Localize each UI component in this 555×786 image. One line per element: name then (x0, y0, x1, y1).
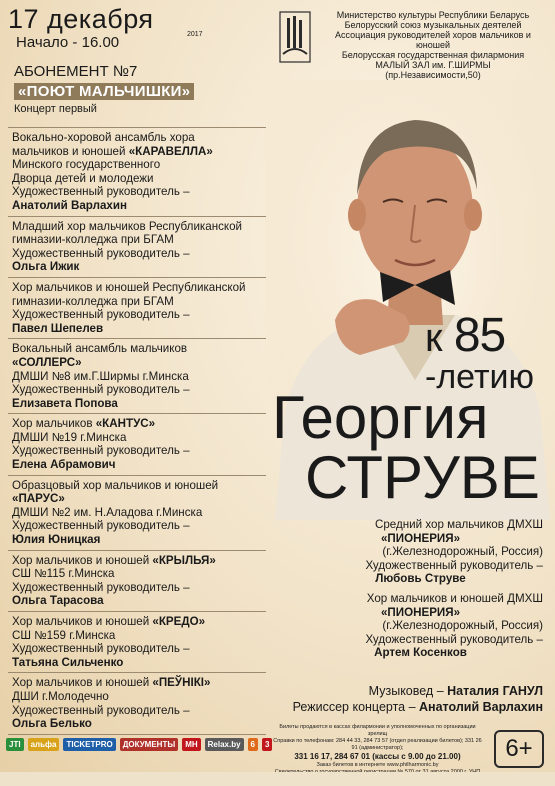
entry-text: Хор мальчиков и юношей Республиканской (12, 280, 246, 294)
entry-text: Вокальный ансамбль мальчиков (12, 342, 188, 356)
credits (293, 683, 543, 715)
entry-text: Средний хор мальчиков ДМХШ (374, 518, 543, 531)
ensemble-entry (8, 127, 266, 217)
entry-bold-text: Анатолий Варлахин (12, 198, 127, 212)
anniversary-prefix: к (425, 316, 442, 360)
entry-text: Художественный руководитель – (365, 632, 543, 646)
entry-text: Художественный руководитель – (12, 580, 190, 594)
entry-bold-text: Павел Шепелев (12, 321, 104, 335)
entry-text: (г.Железнодорожный, Россия) (382, 619, 543, 633)
entry-line (12, 220, 266, 234)
entry-line (12, 690, 266, 704)
entry-text: ДМШИ №19 г.Минска (12, 430, 127, 444)
entry-line (12, 519, 266, 533)
entry-text: Художественный руководитель – (12, 383, 190, 397)
ensemble-entry (8, 551, 266, 612)
sponsor-logo: ДОКУМЕНТЫ (120, 738, 178, 751)
entry-text: Минского государственного (12, 158, 161, 172)
series-title: «ПОЮТ МАЛЬЧИШКИ» (14, 83, 194, 100)
entry-line (12, 554, 266, 568)
entry-bold-text: «ПАРУС» (12, 492, 65, 506)
entry-text: Художественный руководитель – (12, 519, 190, 533)
entry-line (12, 594, 266, 608)
start-time: Начало - 16.00 (16, 34, 120, 51)
organizer-line: Белорусский союз музыкальных деятелей (344, 20, 522, 30)
organizer-line: Министерство культуры Республики Беларусь (336, 10, 530, 20)
entry-bold-text: «КРЕДО» (152, 615, 206, 628)
entry-line (12, 322, 266, 336)
concert-date: 17 декабря (8, 4, 154, 34)
ensemble-entry (8, 476, 266, 551)
entry-line (12, 444, 266, 458)
entry-text: Художественный руководитель – (12, 703, 190, 717)
entry-line (298, 532, 543, 546)
entry-bold-text: Ольга Тарасова (12, 594, 104, 608)
entry-text: Хор мальчиков и юношей ДМХШ (366, 591, 543, 605)
entry-line (12, 356, 266, 370)
philharmonic-logo (278, 10, 312, 64)
ensemble-entry (8, 612, 266, 673)
entry-text: Художественный руководитель – (12, 185, 190, 199)
entry-text: Хор мальчиков и юношей (12, 615, 153, 628)
ticket-line: Билеты продаются в кассах филармонии и уполномоченных по организации зрелищ (279, 724, 476, 737)
entry-line (12, 492, 266, 506)
organizer-line: МАЛЫЙ ЗАЛ им. Г.ШИРМЫ (375, 60, 491, 70)
entry-text: гимназии-колледжа при БГАМ (12, 233, 174, 247)
entry-text: Хор мальчиков и юношей (12, 676, 153, 690)
entry-line (12, 458, 266, 472)
sponsor-logo: MH (182, 738, 200, 751)
entry-bold-text: Артем Косенков (374, 646, 467, 660)
entry-line (12, 506, 266, 520)
entry-text: Художественный руководитель – (365, 558, 543, 572)
entry-text: Образцовый хор мальчиков и юношей (12, 478, 219, 492)
entry-line (12, 295, 266, 309)
sponsor-logo: 6 (248, 738, 258, 751)
ensemble-entry (8, 217, 266, 278)
ticket-line: Справки по телефонам: 284 44 33, 284 73 57 (отдел реализации билетов); 331 26 91 (администратор); (273, 738, 482, 751)
entry-line (12, 656, 266, 670)
credit-role: Режиссер концерта – (292, 700, 420, 714)
entry-line (12, 642, 266, 656)
ensembles-list (8, 127, 266, 735)
entry-line (12, 342, 266, 356)
entry-line (12, 247, 266, 261)
entry-line (298, 559, 543, 573)
entry-bold-text: Ольга Ижик (12, 260, 80, 274)
entry-line (298, 606, 543, 620)
entry-line (12, 131, 266, 145)
entry-text: (г.Железнодорожный, Россия) (382, 545, 543, 559)
organizer-line: Ассоциация руководителей хоров мальчиков и юношей (335, 30, 531, 50)
entry-text: Хор мальчиков и юношей (12, 553, 153, 567)
entry-line (12, 260, 266, 274)
entry-line (12, 581, 266, 595)
entry-bold-text: «КАНТУС» (95, 417, 156, 431)
subscription-number: АБОНЕМЕНТ №7 (14, 63, 138, 80)
entry-line (298, 572, 543, 586)
entry-line (12, 676, 266, 690)
entry-bold-text: «ПЕЎНІКІ» (152, 676, 211, 690)
entry-text: гимназии-колледжа при БГАМ (12, 294, 174, 308)
sponsor-logo: Relax.by (205, 738, 244, 751)
entry-bold-text: Ольга Белько (12, 717, 92, 731)
guest-ensembles (298, 518, 543, 666)
entry-line (298, 633, 543, 647)
entry-bold-text: «КАРАВЕЛЛА» (128, 144, 213, 158)
anniversary-suffix: -летию (425, 358, 535, 396)
entry-text: Младший хор мальчиков Республиканской (12, 219, 243, 233)
ensemble-entry (8, 278, 266, 339)
organizer-line: (пр.Независимости,50) (385, 70, 481, 80)
ensemble-entry (298, 592, 543, 660)
entry-bold-text: Елена Абрамович (12, 458, 116, 472)
entry-text: Художественный руководитель – (12, 642, 190, 656)
entry-line (298, 518, 543, 532)
entry-line (12, 417, 266, 431)
sponsor-logo: 3 (262, 738, 272, 751)
entry-line (12, 479, 266, 493)
entry-line (12, 629, 266, 643)
entry-line (12, 172, 266, 186)
entry-line (12, 370, 266, 384)
ensemble-entry (8, 339, 266, 414)
entry-text: ДМШИ №8 им.Г.Ширмы г.Минска (12, 369, 189, 383)
entry-bold-text: «ПИОНЕРИЯ» (380, 531, 461, 545)
entry-line (12, 431, 266, 445)
entry-line (12, 567, 266, 581)
entry-text: СШ №115 г.Минска (12, 567, 115, 581)
entry-line (12, 533, 266, 547)
entry-line (298, 592, 543, 606)
organizer-line: Белорусская государственная филармония (341, 50, 525, 60)
entry-text: Художественный руководитель – (12, 444, 190, 458)
entry-text: ДМШИ №2 им. Н.Аладова г.Минска (12, 505, 203, 519)
credit-line (293, 683, 543, 699)
entry-bold-text: «СОЛЛЕРС» (12, 355, 82, 369)
entry-text: Художественный руководитель – (12, 308, 190, 322)
sponsor-logo: JTI (6, 738, 24, 751)
anniversary-number (425, 309, 506, 362)
entry-line (298, 619, 543, 633)
credit-line (293, 699, 543, 715)
entry-text: Дворца детей и молодежи (12, 171, 154, 185)
entry-bold-text: Любовь Струве (375, 572, 466, 586)
entry-line (12, 281, 266, 295)
entry-line (12, 199, 266, 213)
entry-text: мальчиков и юношей (12, 144, 129, 158)
ticket-line: Заказ билетов в интернете www.philharmonic.by (316, 762, 439, 768)
footer-strip (0, 772, 555, 786)
age-rating-badge: 6+ (494, 730, 544, 768)
sponsor-logos (6, 725, 270, 763)
entry-bold-text: Елизавета Попова (12, 396, 118, 410)
entry-line (298, 646, 543, 660)
entry-bold-text: Юлия Юницкая (12, 533, 101, 547)
entry-text: Хор мальчиков (12, 417, 96, 431)
entry-text: Художественный руководитель – (12, 246, 190, 260)
honoree-surname: СТРУВЕ (305, 444, 540, 511)
entry-text: Вокально-хоровой ансамбль хора (12, 131, 195, 144)
concert-year: 2017 (187, 31, 203, 38)
entry-line (12, 145, 266, 159)
concert-number: Концерт первый (14, 103, 97, 115)
entry-line (12, 704, 266, 718)
sponsor-logo: TICKETPRO (63, 738, 115, 751)
credit-person: Анатолий Варлахин (419, 700, 543, 714)
entry-line (12, 383, 266, 397)
entry-line (12, 615, 266, 629)
entry-text: ДШИ г.Молодечно (12, 689, 109, 703)
credit-person: Наталия ГАНУЛ (447, 684, 543, 698)
entry-line (12, 158, 266, 172)
box-office-phones: 331 16 17, 284 67 01 (кассы с 9.00 до 21.00) (294, 752, 461, 761)
entry-line (12, 185, 266, 199)
ensemble-entry (8, 414, 266, 475)
anniversary-value: 85 (453, 309, 506, 362)
entry-bold-text: Татьяна Сильченко (12, 655, 124, 669)
entry-bold-text: «ПИОНЕРИЯ» (380, 605, 461, 619)
entry-line (12, 397, 266, 411)
ensemble-entry (298, 518, 543, 586)
honoree-first-name: Георгия (272, 384, 489, 451)
entry-line (12, 233, 266, 247)
organizers-block (318, 10, 548, 80)
entry-text: СШ №159 г.Минска (12, 628, 116, 642)
entry-line (298, 545, 543, 559)
entry-bold-text: «КРЫЛЬЯ» (152, 553, 216, 567)
sponsor-logo: альфа (28, 738, 60, 751)
credit-role: Музыковед – (368, 684, 448, 698)
entry-line (12, 308, 266, 322)
